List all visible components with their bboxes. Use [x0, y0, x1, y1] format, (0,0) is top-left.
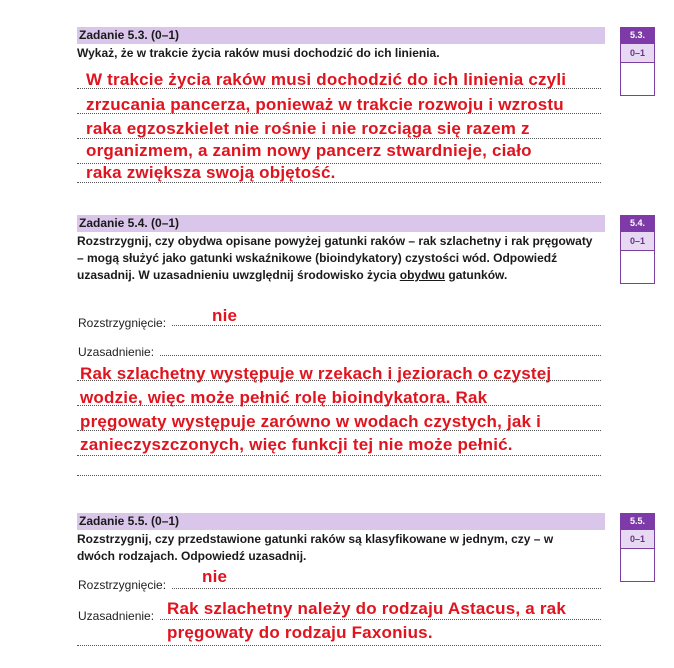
score-box-5-5 — [620, 513, 655, 582]
task-5-3-answer-line-3: raka egzoszkielet nie rośnie i nie rozciąga się razem z — [86, 119, 530, 138]
task-5-4-answer-line-3: pręgowaty występuje zarówno w wodach czystych, jak i — [80, 412, 542, 431]
task-5-4-prompt-start: Rozstrzygnij, czy obydwa opisane powyżej gatunki raków – rak szlachetny i rak pręgowaty – mogą służyć jako gatunki wskaźnikowe (bioindykatory) czystości wód. Odpowiedź uzasadnij. W uzasadnieniu uwzględnij środowisko życia — [77, 234, 593, 282]
score-box-blank[interactable] — [621, 251, 654, 283]
task-5-4-prompt — [77, 233, 597, 284]
justification-label: Uzasadnienie: — [78, 345, 155, 359]
task-5-4-answer-line-4: zanieczyszczonych, więc funkcji tej nie może pełnić. — [80, 435, 513, 454]
score-box-blank[interactable] — [621, 63, 654, 95]
decision-label: Rozstrzygnięcie: — [78, 578, 167, 592]
task-5-5-answer-line-1: Rak szlachetny należy do rodzaju Astacus, a rak — [167, 599, 566, 618]
task-5-4-prompt-end: gatunków. — [445, 268, 508, 282]
justification-line — [160, 355, 601, 356]
score-box-number: 5.3. — [621, 28, 654, 43]
score-box-range: 0–1 — [621, 529, 654, 549]
task-5-3-answer-line-1: W trakcie życia raków musi dochodzić do ich linienia czyli — [86, 70, 567, 89]
answer-line — [77, 475, 601, 476]
score-box-number: 5.5. — [621, 514, 654, 529]
task-5-5-decision-answer: nie — [202, 567, 228, 586]
decision-line — [172, 588, 601, 589]
answer-line — [77, 645, 601, 646]
task-5-3-answer-line-2: zrzucania pancerza, ponieważ w trakcie rozwoju i wzrostu — [86, 95, 564, 114]
task-5-4-decision-answer: nie — [212, 306, 238, 325]
task-5-5-header: Zadanie 5.5. (0–1) — [77, 513, 605, 530]
task-5-4-answer-line-2: wodzie, więc może pełnić rolę bioindykatora. Rak — [80, 388, 488, 407]
justification-label: Uzasadnienie: — [78, 609, 155, 623]
task-5-4-answer-line-1: Rak szlachetny występuje w rzekach i jeziorach o czystej — [80, 364, 552, 383]
score-box-range: 0–1 — [621, 231, 654, 251]
task-5-4 — [77, 215, 605, 284]
task-5-3-answer-line-4: organizmem, a zanim nowy pancerz stwardnieje, ciało — [86, 141, 532, 160]
task-5-5-answer-line-2: pręgowaty do rodzaju Faxonius. — [167, 623, 433, 642]
task-5-3-header: Zadanie 5.3. (0–1) — [77, 27, 605, 44]
decision-label: Rozstrzygnięcie: — [78, 316, 167, 330]
task-5-4-prompt-underlined: obydwu — [399, 268, 446, 282]
task-5-5 — [77, 513, 605, 565]
task-5-3 — [77, 27, 605, 62]
score-box-5-3 — [620, 27, 655, 96]
score-box-range: 0–1 — [621, 43, 654, 63]
score-box-blank[interactable] — [621, 549, 654, 581]
task-5-5-prompt: Rozstrzygnij, czy przedstawione gatunki raków są klasyfikowane w jednym, czy – w dwóch rodzajach. Odpowiedź uzasadnij. — [77, 532, 554, 563]
score-box-number: 5.4. — [621, 216, 654, 231]
task-5-3-answer-line-5: raka zwiększa swoją objętość. — [86, 163, 336, 182]
task-5-4-header: Zadanie 5.4. (0–1) — [77, 215, 605, 232]
task-5-3-prompt: Wykaż, że w trakcie życia raków musi dochodzić do ich linienia. — [77, 46, 440, 60]
score-box-5-4 — [620, 215, 655, 284]
